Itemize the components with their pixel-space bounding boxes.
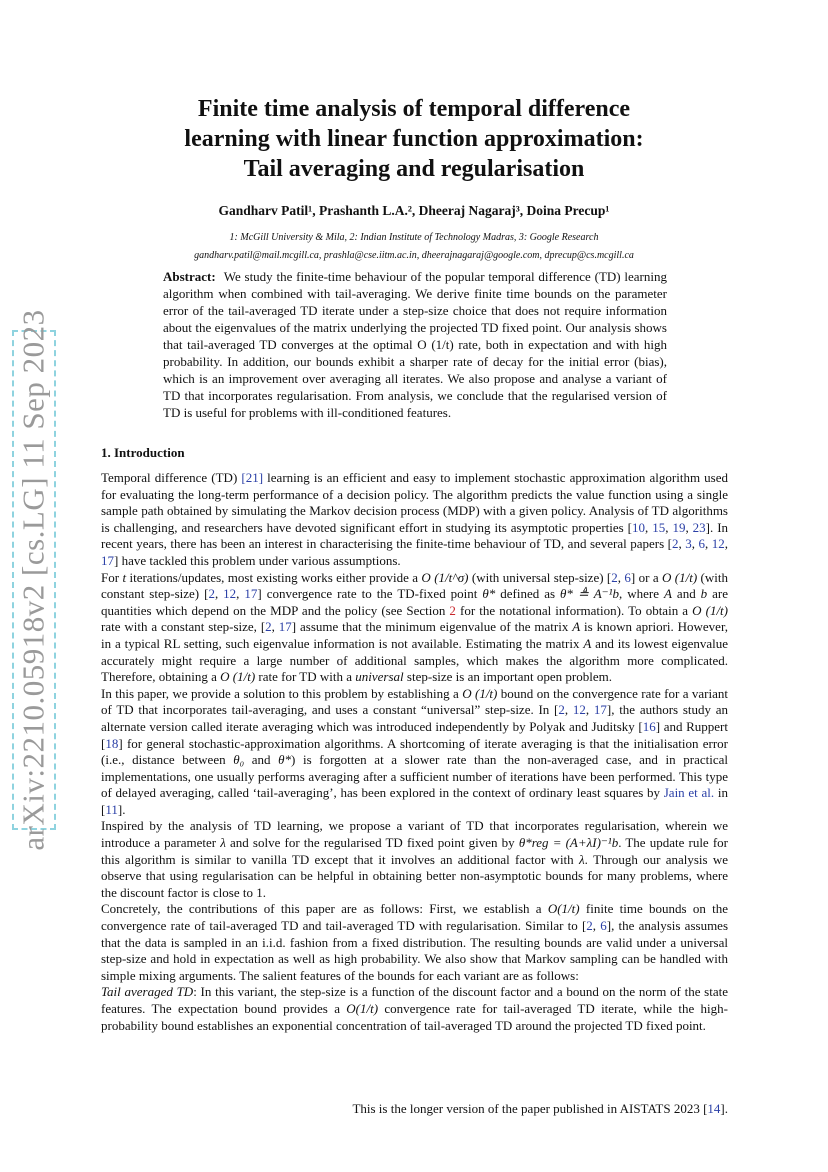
citation-link[interactable]: 2 [672,536,679,552]
text-run: for the notational information). To obtain a [455,602,693,618]
text-run: ] and Ruppert [ [101,718,728,751]
text-run: iterations/updates, most existing works either provide a [126,569,422,585]
text-run: , [585,702,594,718]
text-run: Inspired by the analysis of TD learning, we propose a variant of TD that incorporates regularisation, wherein we introduce a parameter [101,818,728,851]
math-inline: A [583,635,592,651]
math-inline: θ* ≜ A⁻¹b [560,586,619,602]
text-run: , [271,619,279,635]
math-inline: O (1/t) [462,685,498,701]
citation-link[interactable]: Jain et al. [663,785,715,801]
text-run: rate for TD with a [255,669,356,685]
text-run: and [244,752,279,768]
citation-link[interactable]: 17 [244,586,258,602]
citation-link[interactable]: 14 [707,1101,721,1116]
math-inline: Tail averaged TD [101,984,194,1000]
citation-link[interactable]: 16 [642,718,656,734]
citation-link[interactable]: 23 [692,519,706,535]
citation-link[interactable]: 2 [265,619,272,635]
text-run: ] have tackled this problem under various assumptions. [114,552,401,568]
arxiv-stamp-text: arXiv:2210.05918v2 [cs.LG] 11 Sep 2023 [16,309,51,851]
math-inline: O (1/t) [220,669,256,685]
author-list: Gandharv Patil¹, Prashanth L.A.², Dheeraj Nagaraj³, Doina Precup¹ [218,203,610,218]
text-run: Temporal difference (TD) [101,470,242,485]
math-inline: θ* [278,752,292,768]
citation-link[interactable]: [21] [241,470,264,485]
text-run: , [724,536,729,552]
text-run: are quantities which depend on the MDP and the policy (see Section [101,586,729,618]
footnote [100,1101,728,1117]
text-run: bound on the convergence rate for a variant of TD that incorporates tail-averaging, and uses a constant “universal” step-size. In [ [101,685,728,718]
citation-link[interactable]: 2 [611,569,618,585]
text-run: convergence rate for tail-averaged TD iterate, while the high-probability bound establishes an exponential concentration of tail-averaged TD around the projected TD fixed point. [101,1001,728,1033]
text-run: (with universal step-size) [ [468,569,612,585]
text-run: . Through our analysis we observe that using regularisation can be helpful in obtaining better non-asymptotic bounds for many problems, where the discount factor is close to 1. [101,851,729,900]
citation-link[interactable]: 15 [652,519,666,535]
text-run: , [645,519,653,535]
abstract [163,268,667,421]
text-run: For [101,569,123,585]
math-inline: A [572,619,581,635]
text-run: ], the authors study an alternate version called iterate averaging which was introduced independently by Polyak and Juditsky [ [101,702,729,734]
text-run: (with constant step-size) [ [101,569,728,602]
paragraph [101,470,728,570]
paragraph [101,570,728,686]
text-run: , where [619,586,664,602]
math-inline: O(1/t) [547,901,580,917]
author-emails: gandharv.patil@mail.mcgill.ca, prashla@cse.iitm.ac.in, dheerajnagaraj@google.com, dprecup@cs.mcgill.ca [194,250,634,261]
text-run: , [705,536,712,552]
paragraph [101,984,728,1034]
title-line: learning with linear function approximation: [184,126,644,152]
text-run: ] for general stochastic-approximation algorithms. A shortcoming of iterate averaging is that the initialisation error (i.e., distance between [101,735,728,768]
text-run: ]. In recent years, there has been an interest in characterising the finite-time behaviour of TD, and several papers [ [101,519,729,552]
citation-link[interactable]: 2 [208,586,215,602]
title-line: Tail averaging and regularisation [243,156,585,182]
text-run: and [671,586,701,602]
text-run: Concretely, the contributions of this paper are as follows: First, we establish a [101,901,548,917]
text-run: step-size is an important open problem. [403,669,612,685]
citation-link[interactable]: 2 [586,918,593,934]
citation-link[interactable]: 17 [593,702,607,718]
text-run: ], the analysis assumes that the data is sampled in an i.i.d. fashion from a fixed distribution. The resulting bounds are valid under a universal step-size and hold in expectation as well as high probability. We also show that Markov sampling can be handled with simple mixing arguments. The salient features of the bounds for each variant are as follows: [101,918,729,983]
citation-link[interactable]: 19 [672,519,686,535]
citation-link[interactable]: 6 [600,918,607,934]
text-run: , [691,536,699,552]
citation-link[interactable]: 12 [711,536,725,552]
citation-link[interactable]: 3 [685,536,692,552]
text-run: , [678,536,686,552]
text-run: . The update rule for this algorithm is similar to vanilla TD except that it involves an additional factor with [101,835,729,867]
affiliations: 1: McGill University & Mila, 2: Indian Institute of Technology Madras, 3: Google Research [229,232,599,243]
text-run: , [236,586,245,602]
text-run: ] assume that the minimum eigenvalue of the matrix [291,619,573,635]
text-run: ] convergence rate to the TD-fixed point [257,586,483,602]
text-run: defined as [495,586,561,602]
text-run: : In this variant, the step-size is a function of the discount factor and a bound on the norm of the state features. The expectation bound provides a [101,984,729,1016]
paragraph [101,818,728,901]
introduction-body [101,470,728,1034]
math-inline: θ*reg = (A+λI)⁻¹b [518,835,619,851]
math-inline: θ₀ [233,752,245,768]
text-run: , [665,519,673,535]
text-run: , [564,702,573,718]
title-line: Finite time analysis of temporal difference [197,96,631,122]
text-run: rate with a constant step-size, [ [101,619,266,635]
citation-link[interactable]: 12 [223,586,237,602]
math-inline: t [122,569,127,585]
text-run: and solve for the regularised TD fixed point given by [225,835,519,851]
section-ref-link[interactable]: 2 [449,602,456,618]
arxiv-stamp [12,309,56,851]
citation-link[interactable]: 18 [105,735,119,751]
citation-link[interactable]: 17 [101,552,114,568]
math-inline: λ [220,835,226,851]
text-run: In this paper, we provide a solution to this problem by establishing a [101,685,463,701]
text-run: ) is forgotten at a slower rate than the non-averaged case, and in practical implementations, one usually performs averaging after a sufficient number of iterations have been performed. This type of delayed averaging, called ‘tail-averaging’, has been explored in the context of ordinary least squares by [101,752,728,801]
citation-link[interactable]: 6 [698,536,706,552]
text-run: ] or a [630,569,662,585]
text-run: and its lowest eigenvalue accurately might require a large number of additional samples, which makes the algorithm more complicated. Therefore, obtaining a [101,635,728,685]
text-run: , [685,519,693,535]
text-run: in [ [101,785,728,817]
text-run: , [214,586,224,602]
math-inline: b [700,586,708,602]
abstract-label: Abstract: [163,269,216,284]
math-inline: O (1/t^σ) [421,569,469,585]
paper-title [100,94,728,184]
math-inline: O(1/t) [346,1001,379,1016]
text-run: is known apriori. However, in a typical RL setting, such eigenvalue information is not available. Estimating the matrix [101,619,729,651]
math-inline: θ* [482,586,496,602]
text-run: ]. [117,801,126,817]
abstract-text: We study the finite-time behaviour of the popular temporal difference (TD) learning algorithm when combined with tail-averaging. We derive finite time bounds on the parameter error of the tail-averaged TD iterate under a step-size choice that does not require information about the eigenvalues of the matrix underlying the projected TD fixed point. Our analysis shows that tail-averaged TD converges at the optimal O (1/t) rate, both in expectation and with high probability. In addition, our bounds exhibit a sharper rate of decay for the initial error (bias), which is an improvement over averaging all iterates. We also propose and analyse a variant of TD that incorporates regularisation. From analysis, we conclude that the regularised version of TD is useful for problems with ill-conditioned features. [163,269,667,420]
math-inline: A [663,586,672,602]
math-inline: O (1/t) [662,569,698,585]
text-run: finite time bounds on the convergence rate of tail-averaged TD and tail-averaged TD with regularisation. Similar to [ [101,901,728,934]
citation-link[interactable]: 17 [278,619,292,635]
section-heading-introduction: 1. Introduction [101,445,185,460]
paragraph [101,686,728,819]
text-run: , [617,569,625,585]
text-run: , [592,918,601,934]
citation-link[interactable]: 6 [624,569,631,585]
footnote-end: ]. [720,1101,728,1116]
citation-link[interactable]: 12 [572,702,586,718]
citation-link[interactable]: 2 [558,702,565,718]
math-inline: λ [578,851,585,867]
math-inline: universal [355,669,404,685]
citation-link[interactable]: 11 [105,801,118,817]
citation-link[interactable]: 10 [632,519,645,535]
footnote-text: This is the longer version of the paper published in AISTATS 2023 [ [352,1101,708,1116]
text-run: learning is an efficient and easy to implement stochastic approximation algorithm used for evaluating the long-term performance of a decision policy. The algorithm predicts the value function using a single sample path obtained by simulating the Markov decision process (MDP) with a given policy. Analysis of TD algorithms is challenging, and researchers have devoted significant effort in studying its asymptotic properties [ [101,470,729,535]
paragraph [101,901,728,984]
math-inline: O (1/t) [692,602,728,618]
